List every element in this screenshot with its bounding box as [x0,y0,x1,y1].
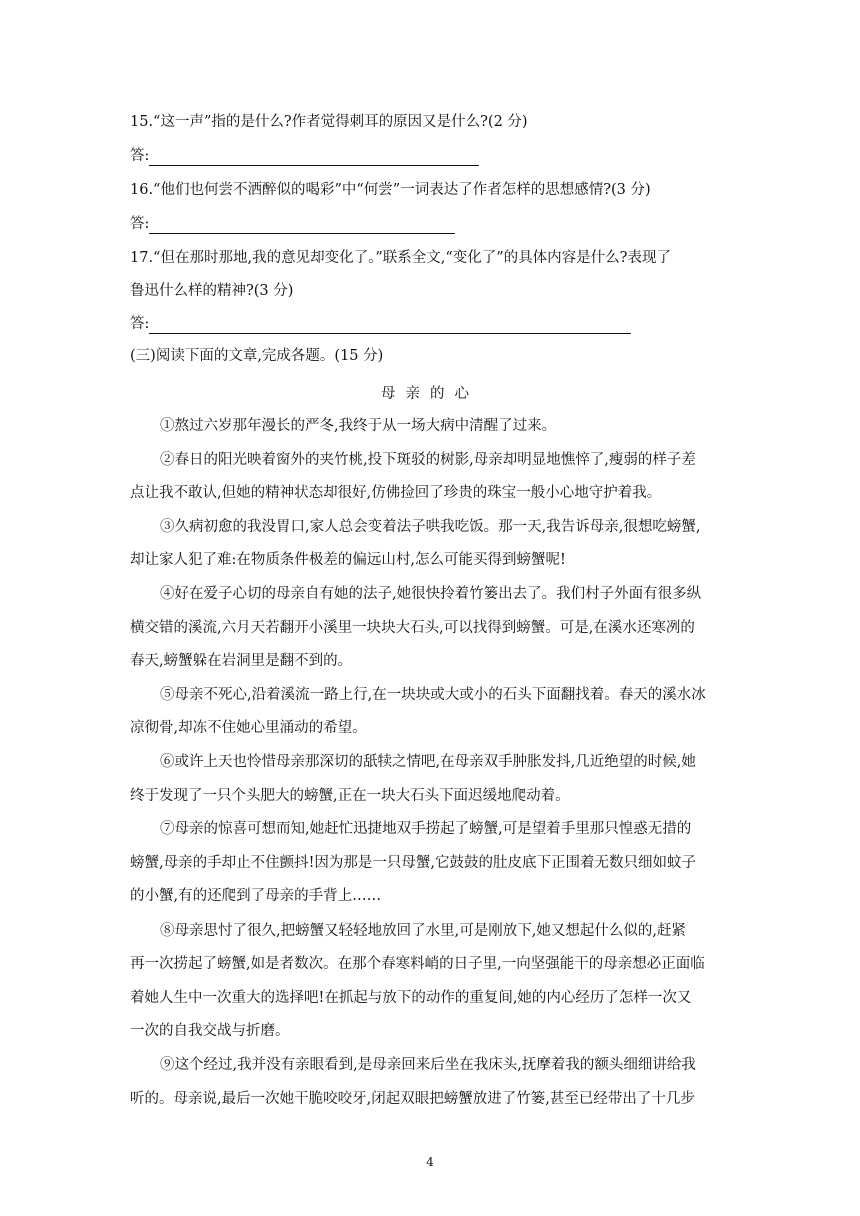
paragraph-line: 螃蟹,母亲的手却止不住颤抖!因为那是一只母蟹,它鼓鼓的肚皮底下正围着无数只细如蚊子 [130,855,697,871]
paragraph-line: ⑧母亲思忖了很久,把螃蟹又轻轻地放回了水里,可是刚放下,她又想起什么似的,赶紧 [160,923,686,939]
paragraph-line: ⑥或许上天也怜惜母亲那深切的舐犊之情吧,在母亲双手肿胀发抖,几近绝望的时候,她 [160,754,696,770]
paragraph-line: 听的。母亲说,最后一次她干脆咬咬牙,闭起双眼把螃蟹放进了竹篓,甚至已经带出了十几步 [130,1091,695,1107]
page-number: 4 [426,1155,434,1169]
paragraph-line: 一次的自我交战与折磨。 [130,1023,290,1039]
answer-line-17[interactable] [130,314,631,334]
paragraph-line: 终于发现了一只个头肥大的螃蟹,正在一块大石头下面迟缓地爬动着。 [130,788,570,804]
answer-line-16[interactable] [130,214,455,234]
question-17-line-1: 17.“但在那时那地,我的意见却变化了。”联系全文,“变化了”的具体内容是什么?表现了 [130,250,671,266]
paragraph-line: 横交错的溪流,六月天若翻开小溪里一块块大石头,可以找得到螃蟹。可是,在溪水还寒冽的 [130,620,695,636]
question-16: 16.“他们也何尝不洒醉似的喝彩”中“何尝”一词表达了作者怎样的思想感情?(3 分) [130,182,651,198]
paragraph-line: 再一次捞起了螃蟹,如是者数次。在那个春寒料峭的日子里,一向坚强能干的母亲想必正面临 [130,956,705,972]
article-title: 母亲的心 [381,386,479,402]
answer-label: 答: [130,216,150,232]
answer-blank-16[interactable] [149,217,455,234]
paragraph-line: 的小蟹,有的还爬到了母亲的手背上…… [130,888,382,904]
answer-line-15[interactable] [130,146,479,166]
answer-blank-17[interactable] [149,317,631,334]
paragraph-line: ②春日的阳光映着窗外的夹竹桃,投下斑驳的树影,母亲却明显地憔悴了,瘦弱的样子差 [160,452,696,468]
paragraph-line: 凉彻骨,却冻不住她心里涌动的希望。 [130,720,367,736]
paragraph-line: 着她人生中一次重大的选择吧!在抓起与放下的动作的重复间,她的内心经历了怎样一次又 [130,990,692,1006]
answer-label: 答: [130,148,150,164]
paragraph-line: 点让我不敢认,但她的精神状态却很好,仿佛捡回了珍贵的珠宝一般小心地守护着我。 [130,485,662,501]
paragraph-line: ⑦母亲的惊喜可想而知,她赶忙迅捷地双手捞起了螃蟹,可是望着手里那只惶惑无措的 [160,821,692,837]
paragraph-line: ④好在爱子心切的母亲自有她的法子,她很快拎着竹篓出去了。我们村子外面有很多纵 [160,586,702,602]
paragraph-line: 却让家人犯了难:在物质条件极差的偏远山村,怎么可能买得到螃蟹呢! [130,552,566,568]
answer-label: 答: [130,316,150,332]
paragraph-line: ⑤母亲不死心,沿着溪流一路上行,在一块块或大或小的石头下面翻找着。春天的溪水冰 [160,687,706,703]
answer-blank-15[interactable] [149,149,479,166]
paragraph-line: ③久病初愈的我没胃口,家人总会变着法子哄我吃饭。那一天,我告诉母亲,很想吃螃蟹, [160,519,701,535]
paragraph-line: ⑨这个经过,我并没有亲眼看到,是母亲回来后坐在我床头,抚摩着我的额头细细讲给我 [160,1057,696,1073]
paragraph-line: ①熬过六岁那年漫长的严冬,我终于从一场大病中清醒了过来。 [160,418,557,434]
question-15: 15.“这一声”指的是什么?作者觉得刺耳的原因又是什么?(2 分) [130,114,528,130]
paragraph-line: 春天,螃蟹躲在岩洞里是翻不到的。 [130,653,353,669]
section-heading: (三)阅读下面的文章,完成各题。(15 分) [130,348,384,364]
question-17-line-2: 鲁迅什么样的精神?(3 分) [130,283,294,299]
